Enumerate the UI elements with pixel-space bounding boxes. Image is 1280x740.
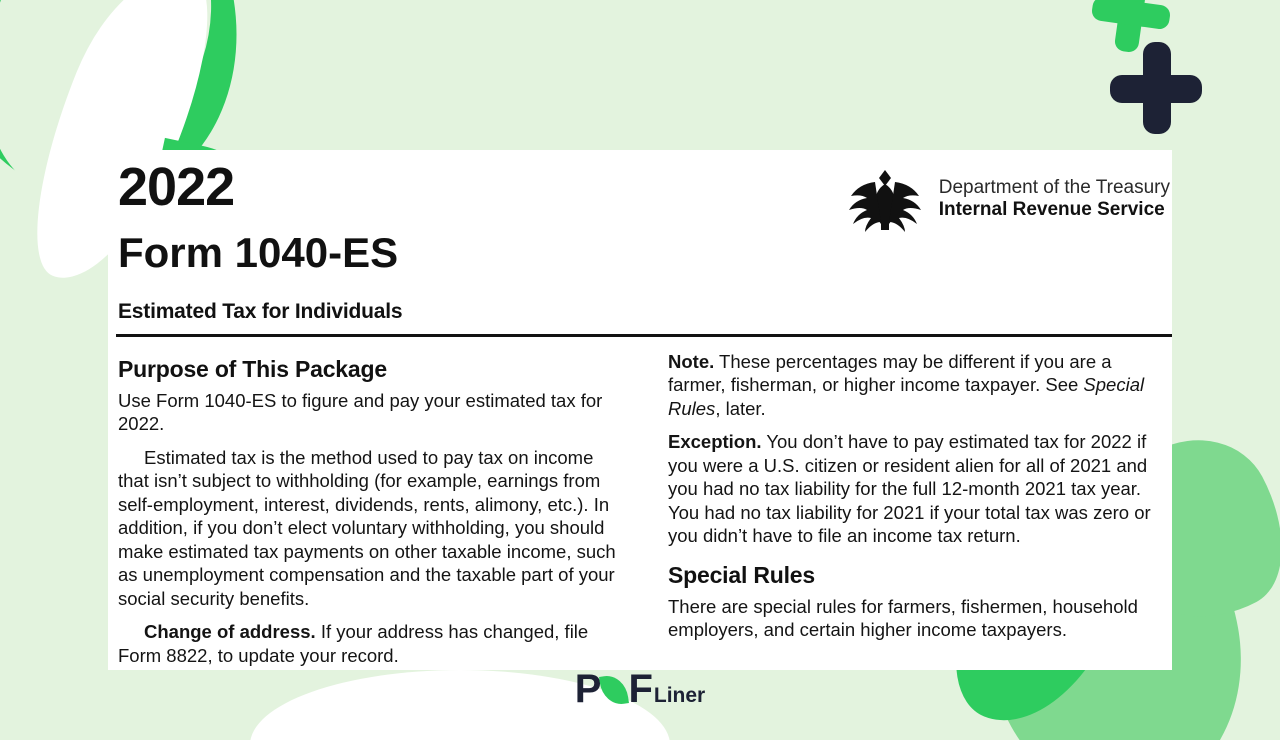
form-body-columns: [118, 350, 1172, 670]
irs-eagle-seal-icon: [845, 166, 925, 232]
form-subtitle: Estimated Tax for Individuals: [118, 300, 403, 323]
pdfliner-logo-f: F: [628, 667, 652, 711]
leaf-icon: [599, 673, 629, 706]
plus-shape-dark-icon: [1110, 42, 1202, 134]
left-paragraph-3: [118, 620, 622, 667]
left-paragraph-1: Use Form 1040-ES to figure and pay your estimated tax for 2022.: [118, 390, 603, 435]
header-divider: [116, 334, 1172, 337]
left-column: [118, 350, 622, 670]
exception-lead: Exception.: [668, 431, 762, 453]
change-of-address-lead: Change of address.: [144, 621, 316, 643]
note-text: These percentages may be different if you are a farmer, fisherman, or higher income taxpayer. See: [668, 351, 1112, 396]
note-tail: , later.: [715, 397, 766, 419]
special-rules-paragraph: There are special rules for farmers, fishermen, household employers, and certain higher income taxpayers.: [668, 595, 1138, 641]
note-paragraph: [668, 350, 1172, 420]
form-header: [108, 150, 1172, 338]
change-of-address-text: If your address has changed, file Form 8822, to update your record.: [118, 621, 589, 666]
right-column: [668, 350, 1172, 670]
left-column-heading: Purpose of This Package: [118, 356, 387, 382]
note-italic-reference: Special Rules: [668, 374, 1145, 419]
pdfliner-logo: [0, 667, 1280, 712]
note-lead: Note.: [668, 351, 715, 372]
pdfliner-logo-main: [575, 667, 652, 712]
agency-department: Department of the Treasury: [938, 176, 1170, 198]
left-paragraph-2: Estimated tax is the method used to pay tax on income that isn’t subject to withholding (for example, earnings from self-employment, interest, dividends, rents, alimony, etc.). In addition, if you don’t elect voluntary withholding, you should make estimated tax payments on other taxable income, such as unemployment compensation and the taxable part of your social security benefits.: [118, 446, 616, 609]
agency-block: [845, 166, 1170, 232]
special-rules-heading: Special Rules: [668, 561, 815, 588]
exception-paragraph: [668, 430, 1172, 547]
agency-bureau: Internal Revenue Service: [938, 199, 1165, 220]
form-preview-page: [108, 150, 1172, 670]
exception-text: You don’t have to pay estimated tax for 2022 if you were a U.S. citizen or resident alien for all of 2021 and you had no tax liability for the full 12-month 2021 tax year. You had no tax liability for 2021 if your total tax was zero or you didn’t have to file an income tax return.: [668, 431, 1151, 547]
form-number: Form 1040-ES: [118, 229, 399, 276]
form-year: 2022: [118, 157, 235, 217]
pdfliner-logo-p: P: [574, 667, 601, 711]
pdfliner-logo-sub: Liner: [653, 684, 706, 707]
